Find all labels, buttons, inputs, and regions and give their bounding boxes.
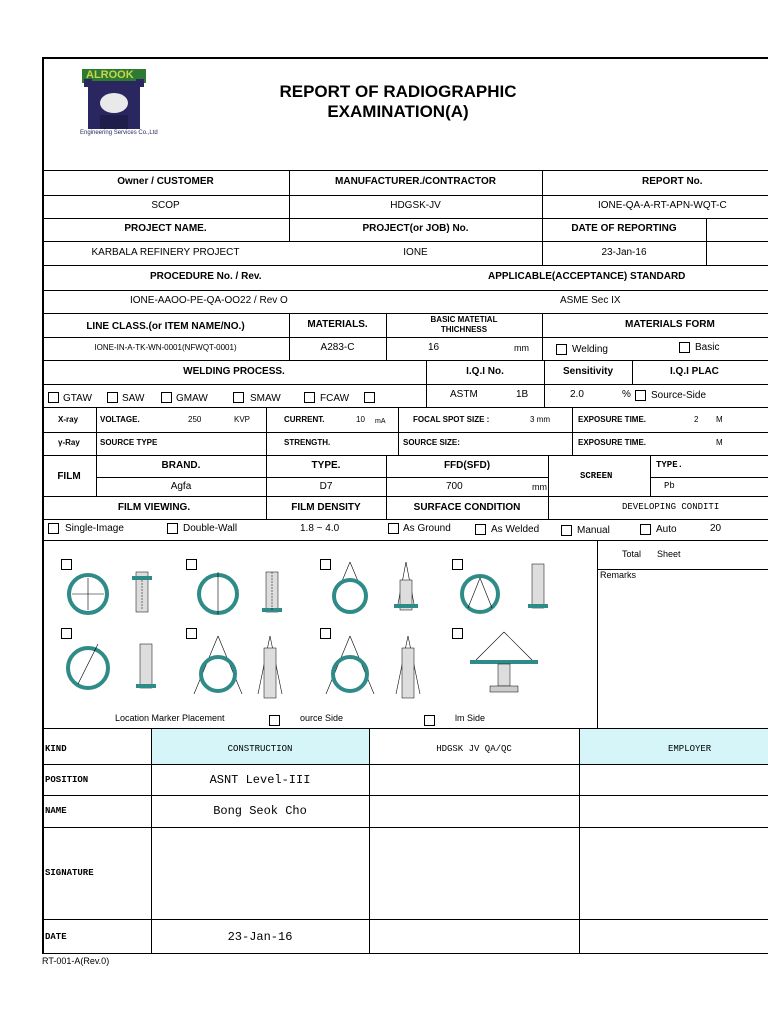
materials-label: MATERIALS. <box>307 319 368 330</box>
film-density-value: 1.8 ~ 4.0 <box>300 523 340 534</box>
line-class-value: IONE-IN-A-TK-WN-0001(NFWQT-0001) <box>94 343 237 352</box>
date-of-reporting-value: 23-Jan-16 <box>601 247 647 258</box>
ffd-label: FFD(SFD) <box>443 460 491 471</box>
iqi-number: 1B <box>516 389 529 400</box>
gamma-ray-label: γ-Ray <box>58 438 80 447</box>
strength-label: STRENGTH. <box>284 438 331 447</box>
xray-exposure-unit: M <box>716 415 723 424</box>
materials-value: A283-C <box>320 342 355 353</box>
technique-1-diagram <box>64 570 174 644</box>
ffd-unit: mm <box>532 482 547 492</box>
manufacturer-label: MANUFACTURER./CONTRACTOR <box>335 176 496 187</box>
source-side-checkbox[interactable] <box>635 390 646 401</box>
film-label: FILM <box>57 471 81 482</box>
saw-checkbox[interactable] <box>107 392 118 403</box>
brand-label: BRAND. <box>161 460 201 471</box>
focal-spot-value: 3 mm <box>530 415 550 424</box>
double-wall-label: Double-Wall <box>183 523 238 534</box>
brand-value: Agfa <box>170 481 192 492</box>
sensitivity-value: 2.0 <box>570 389 584 400</box>
total-sheet-label-2: Sheet <box>657 549 681 559</box>
current-value: 10 <box>356 415 365 424</box>
report-title-line-1: REPORT OF RADIOGRAPHIC <box>279 82 517 101</box>
screen-label: SCREEN <box>580 471 613 481</box>
thickness-value: 16 <box>428 342 440 353</box>
fcaw-checkbox[interactable] <box>304 392 315 403</box>
single-image-checkbox[interactable] <box>48 523 59 534</box>
xray-exposure-value: 2 <box>694 415 699 424</box>
welding-process-label: WELDING PROCESS. <box>183 366 285 377</box>
sensitivity-unit: % <box>622 389 631 400</box>
form-welding-checkbox[interactable] <box>556 344 567 355</box>
kind-label: KIND <box>45 744 67 754</box>
thickness-label-1: BASIC MATETIAL <box>430 315 498 324</box>
gmaw-checkbox[interactable] <box>161 392 172 403</box>
source-side-marker-label: ource Side <box>300 713 344 723</box>
film-type-label: TYPE. <box>311 460 341 471</box>
developing-value: 20 <box>710 523 722 534</box>
manufacturer-value: HDGSK-JV <box>390 200 441 211</box>
job-no-label: PROJECT(or JOB) No. <box>362 223 469 234</box>
materials-form-label: MATERIALS FORM <box>625 319 715 330</box>
gtaw-label: GTAW <box>63 393 92 404</box>
signature-label: SIGNATURE <box>45 868 94 878</box>
technique-3-diagram <box>322 560 432 634</box>
gtaw-checkbox[interactable] <box>48 392 59 403</box>
date-of-reporting-label: DATE OF REPORTING <box>571 223 677 234</box>
source-side-label: Source-Side <box>651 390 707 401</box>
source-type-label: SOURCE TYPE <box>100 438 158 447</box>
single-image-label: Single-Image <box>65 523 124 534</box>
company-logo <box>80 67 158 141</box>
voltage-label: VOLTAGE. <box>100 415 140 424</box>
technique-5-diagram <box>64 640 174 714</box>
thickness-label-2: THICHNESS <box>440 325 488 334</box>
name-value: Bong Seok Cho <box>213 804 307 818</box>
project-name-value: KARBALA REFINERY PROJECT <box>91 247 240 258</box>
smaw-checkbox[interactable] <box>233 392 244 403</box>
technique-2-diagram <box>190 570 300 644</box>
current-unit: mA <box>375 418 386 425</box>
other-process-checkbox[interactable] <box>364 392 375 403</box>
date-label: DATE <box>45 932 67 942</box>
ffd-value: 700 <box>446 481 463 492</box>
smaw-label: SMAW <box>250 393 281 404</box>
sensitivity-label: Sensitivity <box>562 366 614 377</box>
double-wall-checkbox[interactable] <box>167 523 178 534</box>
standard-value: ASME Sec IX <box>560 295 621 306</box>
technique-1-checkbox[interactable] <box>61 559 72 570</box>
procedure-value: IONE-AAOO-PE-QA-OO22 / Rev O <box>130 295 288 306</box>
film-type-value: D7 <box>319 481 333 492</box>
as-welded-checkbox[interactable] <box>475 524 486 535</box>
gamma-exposure-unit: M <box>716 438 723 447</box>
manual-label: Manual <box>577 525 610 536</box>
technique-2-checkbox[interactable] <box>186 559 197 570</box>
screen-type-label: TYPE. <box>656 460 684 470</box>
logo-text: ALROOK <box>86 69 134 81</box>
surface-condition-label: SURFACE CONDITION <box>413 502 521 513</box>
xray-label: X-ray <box>58 415 79 424</box>
technique-4-diagram <box>454 560 564 634</box>
as-welded-label: As Welded <box>491 524 540 535</box>
technique-7-diagram <box>322 634 432 708</box>
position-value: ASNT Level-III <box>209 773 311 787</box>
iqi-standard: ASTM <box>450 389 478 400</box>
auto-checkbox[interactable] <box>640 524 651 535</box>
xray-exposure-label: EXPOSURE TIME. <box>578 415 647 424</box>
report-title-line-2: EXAMINATION(A) <box>327 102 469 121</box>
film-viewing-label: FILM VIEWING. <box>117 502 191 513</box>
film-density-label: FILM DENSITY <box>291 502 361 513</box>
form-number: RT-001-A(Rev.0) <box>42 956 110 966</box>
technique-6-diagram <box>190 634 300 708</box>
line-class-label: LINE CLASS.(or ITEM NAME/NO.) <box>86 321 245 332</box>
saw-label: SAW <box>122 393 145 404</box>
employer-label: EMPLOYER <box>668 744 712 754</box>
source-size-label: SOURCE SIZE: <box>403 438 460 447</box>
standard-label: APPLICABLE(ACCEPTANCE) STANDARD <box>488 271 686 282</box>
film-side-marker-checkbox[interactable] <box>424 715 435 726</box>
voltage-value: 250 <box>188 415 202 424</box>
auto-label: Auto <box>656 524 677 535</box>
manual-checkbox[interactable] <box>561 525 572 536</box>
procedure-label: PROCEDURE No. / Rev. <box>150 271 262 282</box>
form-basic-label: Basic <box>695 342 720 353</box>
qaqc-label: HDGSK JV QA/QC <box>436 744 512 754</box>
marker-placement-label: Location Marker Placement <box>115 713 225 723</box>
logo-subtext: Engineering Services Co.,Ltd <box>80 130 158 136</box>
owner-value: SCOP <box>151 200 180 211</box>
remarks-label: Remarks <box>600 570 637 580</box>
position-label: POSITION <box>45 775 89 785</box>
project-name-label: PROJECT NAME. <box>124 223 207 234</box>
focal-spot-label: FOCAL SPOT SIZE : <box>413 415 490 424</box>
gamma-exposure-label: EXPOSURE TIME. <box>578 438 647 447</box>
film-side-marker-label: lm Side <box>455 713 486 723</box>
current-label: CURRENT. <box>284 415 325 424</box>
voltage-unit: KVP <box>234 415 251 424</box>
construction-label: CONSTRUCTION <box>227 744 293 754</box>
as-ground-checkbox[interactable] <box>388 523 399 534</box>
name-label: NAME <box>45 806 67 816</box>
thickness-unit: mm <box>514 343 529 353</box>
technique-8-diagram <box>454 630 564 704</box>
iqi-no-label: I.Q.I No. <box>466 366 504 377</box>
fcaw-label: FCAW <box>320 393 350 404</box>
owner-label: Owner / CUSTOMER <box>117 176 214 187</box>
developing-condition-label: DEVELOPING CONDITI <box>622 502 720 512</box>
report-no-label: REPORT No. <box>642 176 703 187</box>
total-sheet-label-1: Total <box>622 549 642 559</box>
form-welding-label: Welding <box>572 344 608 355</box>
date-value: 23-Jan-16 <box>227 930 293 944</box>
gmaw-label: GMAW <box>176 393 208 404</box>
form-basic-checkbox[interactable] <box>679 342 690 353</box>
iqi-place-label: I.Q.I PLAC <box>670 366 719 377</box>
source-side-marker-checkbox[interactable] <box>269 715 280 726</box>
screen-type-value: Pb <box>664 481 675 491</box>
job-no-value: IONE <box>403 247 428 258</box>
as-ground-label: As Ground <box>403 523 451 534</box>
report-no-value: IONE-QA-A-RT-APN-WQT-C <box>598 200 727 211</box>
